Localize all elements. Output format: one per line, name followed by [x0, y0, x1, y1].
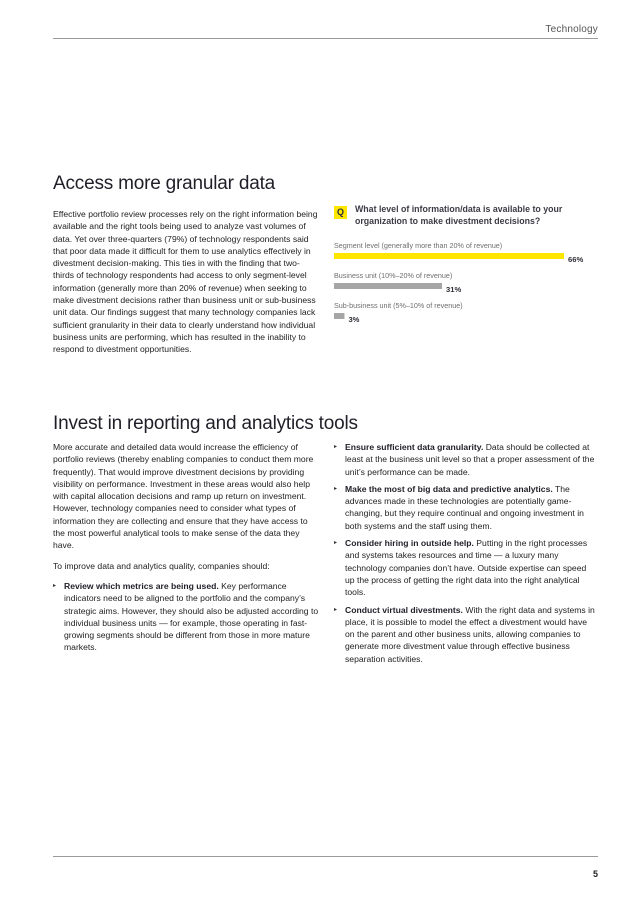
bar-category-label: Sub-business unit (5%–10% of revenue) — [334, 301, 463, 310]
bar-value-label: 31% — [446, 285, 462, 294]
bullet-item — [53, 580, 319, 654]
bullet-lead: Make the most of big data and predictive analytics. — [345, 483, 553, 494]
bullet-text: Key performance indicators need to be aligned to the portfolio and the company’s strategic aims. However, they should also be adjusted according to individual business units — for example, those operating in fast-growing segments should be different from those in more mature markets. — [64, 580, 319, 653]
bar — [334, 313, 344, 319]
invest-intro: To improve data and analytics quality, companies should: — [53, 560, 270, 571]
bullet-item — [334, 441, 596, 478]
invest-right-column — [334, 441, 596, 670]
bullet-lead: Review which metrics are being used. — [64, 580, 219, 591]
survey-question: What level of information/data is available to your organization to make divestment decisions? — [355, 204, 563, 227]
access-paragraph: Effective portfolio review processes rely on the right information being available and the right tools being used to analyze vast volumes of data. Yet over three-quarters (79%) of technology respondents said that poor data made it difficult for them to use analytics effectively in divestment decision-making. This ties in with the finding that two-thirds of technology respondents had access to only segment-level information (generally more than 20% of revenue) when seeking to make divestment decisions rather than business unit or sub-business unit data. Our findings suggest that many technology companies lack sufficient granularity in their data to clearly understand how individual business units are performing, which has resulted in the inability to respond to divestment opportunities. — [53, 209, 318, 355]
bullet-text: With the right data and systems in place, it is possible to model the effect a divestment would have on the parent and other business units, allowing companies to generate more divestment value through effective business separation activities. — [345, 604, 595, 664]
bullet-text: The advances made in these technologies are potentially game-changing, but they require continual and ongoing investment in both systems and the staff using them. — [345, 483, 584, 531]
bar — [334, 283, 442, 289]
bullet-lead: Consider hiring in outside help. — [345, 538, 474, 549]
bullet-triangle-icon: ▸ — [334, 444, 338, 450]
bullet-item — [334, 537, 596, 598]
bullet-triangle-icon: ▸ — [334, 540, 338, 547]
bar-category-label: Business unit (10%–20% of revenue) — [334, 271, 453, 280]
bullet-item — [334, 483, 596, 532]
bullet-triangle-icon: ▸ — [334, 485, 338, 492]
bullet-list-left — [53, 580, 319, 654]
bullet-triangle-icon: ▸ — [53, 582, 57, 589]
bullet-triangle-icon: ▸ — [334, 606, 338, 613]
header-divider — [53, 38, 598, 39]
bar-value-label: 3% — [348, 315, 360, 324]
question-badge: Q — [334, 206, 347, 219]
section-heading-access: Access more granular data — [53, 173, 276, 194]
invest-paragraph: More accurate and detailed data would increase the efficiency of portfolio reviews (thereby enabling companies to conduct them more frequently). That would improve divestment decisions by providing visibility on performance. Investment in these areas would also help with capital allocation decisions and ramp up return on investment. However, technology companies need to consider what types of information they are collecting and ensure that they have access to the most powerful analytical tools to make sense of the data they have. — [53, 442, 314, 551]
bullet-lead: Conduct virtual divestments. — [345, 604, 463, 615]
page-number: 5 — [592, 869, 598, 879]
bar — [334, 253, 564, 259]
bullet-item — [334, 604, 596, 665]
section-label: Technology — [545, 24, 598, 35]
bar-category-label: Segment level (generally more than 20% of revenue) — [334, 241, 503, 250]
bullet-list-right — [334, 441, 596, 665]
bullet-text: Data should be collected at least at the business unit level so that a proper assessment of the unit’s performance can be made. — [345, 442, 595, 477]
bullet-text: Putting in the right processes and systems takes resources and time — a luxury many technology companies don’t have. Outside expertise can speed up the process of getting the right data into the right analytical tools. — [345, 538, 588, 598]
section-heading-invest: Invest in reporting and analytics tools — [53, 413, 358, 434]
bar-chart — [334, 238, 596, 330]
footer-divider — [53, 856, 598, 857]
invest-left-column — [53, 441, 319, 659]
bullet-lead: Ensure sufficient data granularity. — [345, 442, 484, 452]
bar-value-label: 66% — [568, 255, 584, 264]
